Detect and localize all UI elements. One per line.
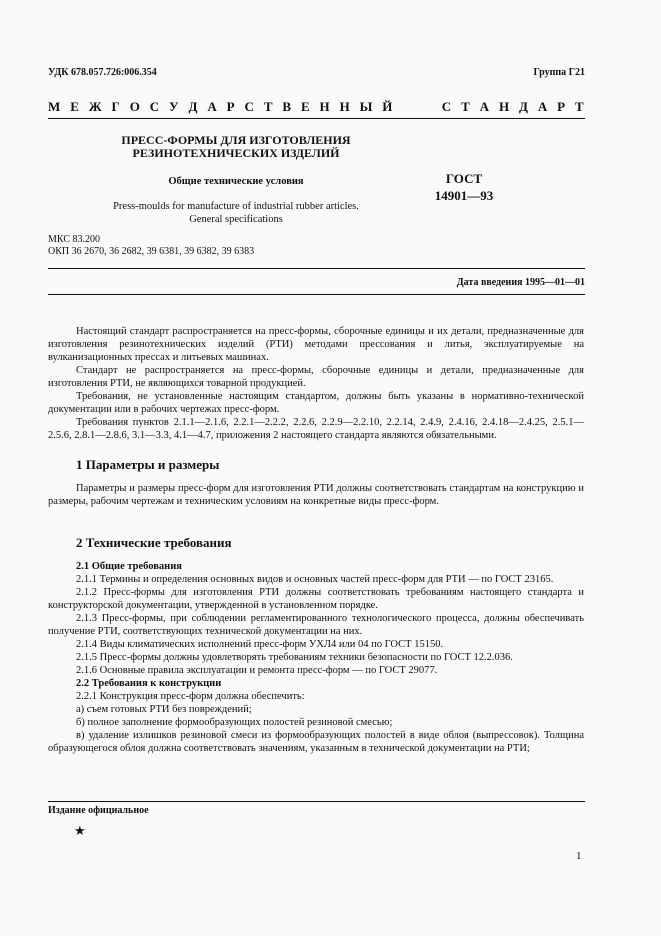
section-heading: 1 Параметры и размеры bbox=[76, 457, 220, 472]
banner-letter: Н bbox=[498, 99, 510, 114]
intro-text bbox=[48, 325, 584, 442]
udk-code: УДК 678.057.726:006.354 bbox=[48, 67, 157, 78]
official-edition-label: Издание официальное bbox=[48, 805, 149, 816]
banner-letter: Н bbox=[319, 99, 330, 114]
paragraph: 2.1.6 Основные правила эксплуатации и ремонта пресс-форм — по ГОСТ 29077. bbox=[76, 665, 438, 676]
banner-letter: Р bbox=[557, 99, 566, 114]
banner-letter: С bbox=[441, 99, 452, 114]
paragraph: Параметры и размеры пресс-форм для изготовления РТИ должны соответствовать стандартам на конструкцию и размеры, рабочим чертежам и техническим условиям на конкретные виды пресс-форм. bbox=[48, 483, 584, 507]
banner-letter: Д bbox=[518, 99, 528, 114]
banner-letter: Т bbox=[575, 99, 584, 114]
list-item: б) полное заполнение формообразующих полостей резиновой смесью; bbox=[76, 717, 393, 728]
banner-letter bbox=[429, 99, 432, 115]
effective-date: Дата введения 1995—01—01 bbox=[456, 277, 585, 288]
section-1-text bbox=[48, 482, 584, 508]
banner-letter: Т bbox=[461, 99, 470, 114]
date-rule-bottom bbox=[48, 294, 585, 295]
banner-letter: О bbox=[129, 99, 140, 114]
okp-code: ОКП 36 2670, 36 2682, 39 6381, 39 6382, 39 6383 bbox=[48, 246, 255, 257]
document-subtitle: Общие технические условия bbox=[168, 176, 304, 187]
banner-letter: А bbox=[207, 99, 217, 114]
interstate-standard-banner bbox=[48, 99, 584, 115]
date-rule-top bbox=[48, 268, 585, 269]
banner-letter: Р bbox=[226, 99, 235, 114]
mks-code: МКС 83.200 bbox=[48, 234, 100, 245]
banner-letter: Ы bbox=[359, 99, 373, 114]
english-title: Press-moulds for manufacture of industrial rubber articles. General specifications bbox=[113, 201, 359, 225]
section-heading: 2 Технические требования bbox=[76, 535, 232, 550]
banner-letter: Е bbox=[300, 99, 310, 114]
footer-rule bbox=[48, 801, 585, 802]
banner-letter: А bbox=[537, 99, 548, 114]
classification-codes bbox=[48, 234, 254, 258]
page-number: 1 bbox=[576, 850, 582, 862]
banner-letter: А bbox=[479, 99, 490, 114]
banner-letter: Е bbox=[70, 99, 79, 114]
section-2-text bbox=[48, 560, 584, 755]
paragraph: 2.2.1 Конструкция пресс-форм должна обеспечить: bbox=[76, 691, 305, 702]
gost-number: 14901—93 bbox=[434, 188, 494, 203]
paragraph: 2.1.2 Пресс-формы для изготовления РТИ должны соответствовать требованиям настоящего стандарта и конструкторской документации, утвержденной в установленном порядке. bbox=[48, 587, 584, 611]
paragraph: 2.1.4 Виды климатических исполнений пресс-форм УХЛ4 или 04 по ГОСТ 15150. bbox=[76, 639, 444, 650]
subsection-heading: 2.1 Общие требования bbox=[76, 561, 182, 572]
banner-letter: Г bbox=[111, 99, 120, 114]
star-icon: ★ bbox=[74, 823, 86, 838]
paragraph: 2.1.1 Термины и определения основных видов и основных частей пресс-форм для РТИ — по ГОСТ 23165. bbox=[76, 574, 554, 585]
banner-letter bbox=[402, 99, 405, 115]
paragraph: Стандарт не распространяется на пресс-формы, сборочные единицы и детали, предназначенные для изготовления РТИ, не являющихся товарной продукцией. bbox=[48, 365, 584, 389]
paragraph: 2.1.3 Пресс-формы, при соблюдении регламентированного технологического процесса, должны обеспечивать получение РТИ, соответствующих технической документации на них. bbox=[48, 613, 584, 637]
document-title: ПРЕСС-ФОРМЫ ДЛЯ ИЗГОТОВЛЕНИЯ РЕЗИНОТЕХНИЧЕСКИХ ИЗДЕЛИЙ bbox=[121, 133, 351, 160]
banner-letter: Н bbox=[339, 99, 350, 114]
gost-designation bbox=[425, 170, 503, 204]
banner-letter: С bbox=[149, 99, 160, 114]
banner-letter: Й bbox=[382, 99, 393, 114]
banner-letter: У bbox=[169, 99, 179, 114]
paragraph: Требования, не установленные настоящим стандартом, должны быть указаны в нормативно-технической документации или в рабочих чертежах пресс-форм. bbox=[48, 391, 584, 415]
banner-letter: Т bbox=[263, 99, 273, 114]
banner-letter: М bbox=[48, 99, 61, 114]
banner-letter bbox=[415, 99, 418, 115]
gost-label: ГОСТ bbox=[445, 171, 483, 186]
subsection-heading: 2.2 Требования к конструкции bbox=[76, 678, 222, 689]
paragraph: 2.1.5 Пресс-формы должны удовлетворять требованиям техники безопасности по ГОСТ 12.2.036. bbox=[76, 652, 513, 663]
list-item: а) съем готовых РТИ без повреждений; bbox=[76, 704, 252, 715]
banner-letter: Д bbox=[188, 99, 198, 114]
list-item: в) удаление излишков резиновой смеси из формообразующих полостей в виде облоя (выпрессовок). Толщина образующегося облоя должна соответствовать значениям, указанным в технической документации на РТИ; bbox=[48, 730, 584, 754]
banner-letter: Ж bbox=[88, 99, 102, 114]
paragraph: Настоящий стандарт распространяется на пресс-формы, сборочные единицы и их детали, предназначенные для изготовления резинотехнических изделий (РТИ) методами прессования и литья, эксплуатируемые на вулканизационных прессах и литьевых машинах. bbox=[48, 326, 584, 363]
paragraph: Требования пунктов 2.1.1—2.1.6, 2.2.1—2.2.2, 2.2.6, 2.2.9—2.2.10, 2.2.14, 2.4.9, 2.4.16, 2.4.18—2.4.25, 2.5.1—2.5.6, 2.8.1—2.8.6, 3.1—3.3, 4.1—4.7, приложения 2 настоящего стандарта являются обязательными. bbox=[48, 417, 584, 441]
banner-letter: С bbox=[244, 99, 254, 114]
group-code: Группа Г21 bbox=[533, 67, 585, 78]
header-rule bbox=[48, 118, 585, 119]
banner-letter: В bbox=[282, 99, 292, 114]
